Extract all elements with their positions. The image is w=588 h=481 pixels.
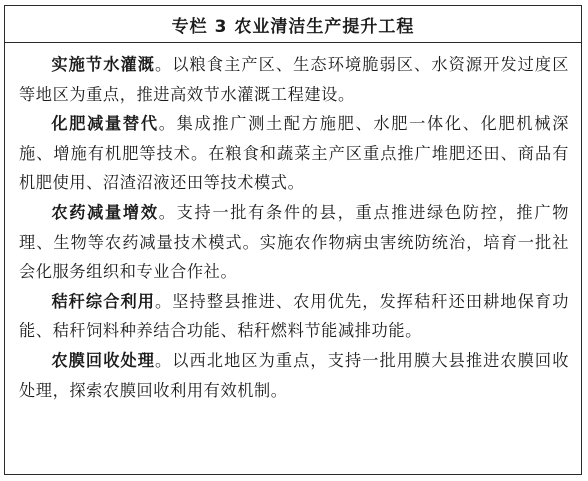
lead-straw-utilization: 秸秆综合利用 (51, 291, 156, 311)
lead-water-saving-irrigation: 实施节水灌溉 (51, 55, 156, 74)
lead-film-recycling: 农膜回收处理 (51, 350, 156, 370)
text-film-recycling: 。以西北地区为重点，支持一批用膜大县推进农膜回收处理，探索农膜回收利用有效机制。 (19, 350, 569, 400)
box-content (5, 43, 581, 405)
text-straw-utilization: 。坚持整县推进、农用优先，发挥秸秆还田耕地保育功能、秸秆饲料种养结合功能、秸秆燃料节能减排功能。 (19, 291, 569, 341)
paragraph-fertilizer-reduction (19, 109, 569, 198)
lead-pesticide-reduction: 农药减量增效 (51, 202, 159, 222)
box-title: 专栏 3 农业清洁生产提升工程 (5, 6, 581, 43)
text-pesticide-reduction: 。支持一批有条件的县，重点推进绿色防控，推广物理、生物等农药减量技术模式。实施农作物病虫害统防统治，培育一批社会化服务组织和专业合作社。 (19, 202, 569, 282)
paragraph-pesticide-reduction (19, 198, 569, 287)
paragraph-water-saving-irrigation (19, 50, 569, 109)
text-fertilizer-reduction: 。集成推广测土配方施肥、水肥一体化、化肥机械深施、增施有机肥等技术。在粮食和蔬菜主产区重点推广堆肥还田、商品有机肥使用、沼渣沼液还田等技术模式。 (19, 114, 569, 193)
column-box (4, 5, 582, 475)
lead-fertilizer-reduction: 化肥减量替代 (51, 114, 159, 134)
paragraph-film-recycling (19, 346, 569, 405)
text-water-saving-irrigation: 。以粮食主产区、生态环境脆弱区、水资源开发过度区等地区为重点，推进高效节水灌溉工程建设。 (19, 55, 569, 104)
paragraph-straw-utilization (19, 287, 569, 346)
